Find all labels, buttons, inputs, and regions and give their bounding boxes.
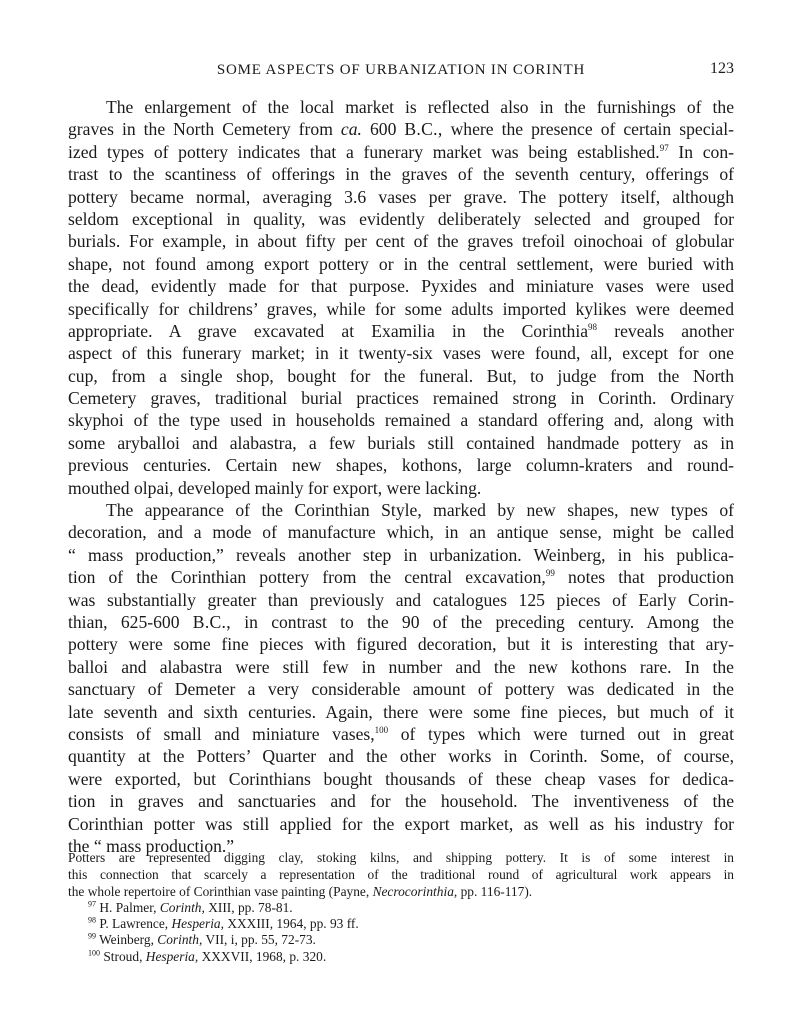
text-line: sanctuary of Demeter a very considerable amount of pottery was dedicated in the xyxy=(68,679,734,700)
text-line: tion of the Corinthian pottery from the central excavation,$^{99}$ notes that production xyxy=(68,567,734,588)
text-line: thian, 625-600 B.C., in contrast to the 90 of the preceding century. Among the xyxy=(68,611,734,632)
text-line: quantity at the Potters’ Quarter and the other works in Corinth. Some, of course, xyxy=(68,746,734,767)
era-abbreviation: B.C., xyxy=(192,611,231,632)
footnote-97: $^{97}$ H. Palmer, Corinth, XIII, pp. 78-81. xyxy=(88,899,293,915)
paragraph xyxy=(68,96,734,499)
text-line: The appearance of the Corinthian Style, marked by new shapes, new types of xyxy=(106,500,734,521)
text-line: ized types of pottery indicates that a funerary market was being established.$^{97}$ In con- xyxy=(68,141,734,162)
text-line: aspect of this funerary market; in it twenty-six vases were found, all, except for one xyxy=(68,343,734,364)
footnote-ref: 98 xyxy=(588,322,598,333)
footnote-continuation xyxy=(68,849,734,900)
text-line: specifically for childrens’ graves, while for some adults imported kylikes were deemed xyxy=(68,298,734,319)
text-line: Corinthian potter was still applied for the export market, as well as his industry for xyxy=(68,813,734,834)
era-abbreviation: B.C., xyxy=(404,119,443,140)
text-line: appropriate. A grave excavated at Examilia in the Corinthia$^{98}$ reveals another xyxy=(68,320,734,341)
italic-title: Necrocorinthia, xyxy=(372,884,458,899)
text-line: trast to the scantiness of offerings in the graves of the seventh century, offerings of xyxy=(68,164,734,185)
footnote-ref: 100 xyxy=(374,725,389,736)
footnote-line: this connection that scarcely a representation of the traditional round of agricultural work appears in xyxy=(68,867,734,882)
text-line: pottery were some fine pieces with figured decoration, but it is interesting that ary- xyxy=(68,634,734,655)
text-line: burials. For example, in about fifty per cent of the graves trefoil oinochoai of globular xyxy=(68,231,734,252)
text-line: “ mass production,” reveals another step in urbanization. Weinberg, in his publica- xyxy=(68,544,734,565)
text-line: the “ mass production.” xyxy=(68,835,235,856)
text-line: tion in graves and sanctuaries and for the household. The inventiveness of the xyxy=(68,791,734,812)
text-line: some aryballoi and alabastra, a few burials still contained handmade pottery as in xyxy=(68,432,734,453)
page-number: 123 xyxy=(710,60,734,77)
footnote-number: 98 xyxy=(88,915,96,925)
italic-title: Corinth, xyxy=(157,932,203,948)
footnote-ref: 99 xyxy=(545,568,555,579)
text-line: cup, from a single shop, bought for the funeral. But, to judge from the North xyxy=(68,365,734,386)
italic-term: ca. xyxy=(340,119,362,140)
footnote-line: the whole repertoire of Corinthian vase painting (Payne, Necrocorinthia, pp. 116-117). xyxy=(68,884,533,899)
page-header xyxy=(68,60,734,82)
text-line: pottery became normal, averaging 3.6 vases per grave. The pottery itself, although xyxy=(68,186,734,207)
footnote-line: Potters are represented digging clay, stoking kilns, and shipping pottery. It is of some interest in xyxy=(68,850,734,865)
text-line: Cemetery graves, traditional burial practices remained strong in Corinth. Ordinary xyxy=(68,388,734,409)
text-line: skyphoi of the type used in households remained a standard offering and, along with xyxy=(68,410,734,431)
paragraph xyxy=(68,499,734,857)
text-line: were exported, but Corinthians bought thousands of these cheap vases for dedica- xyxy=(68,768,734,789)
footnote-ref: 97 xyxy=(659,142,669,153)
footnote-number: 100 xyxy=(88,948,100,958)
running-head: SOME ASPECTS OF URBANIZATION IN CORINTH xyxy=(216,62,586,78)
footnote-100: $^{100}$ Stroud, Hesperia, XXXVII, 1968, p. 320. xyxy=(88,948,327,964)
italic-title: Hesperia, xyxy=(171,916,224,932)
footnote-number: 99 xyxy=(88,931,96,941)
main-text xyxy=(68,96,734,857)
text-line: the dead, evidently made for that purpose. Pyxides and miniature vases were used xyxy=(68,276,734,297)
text-line: consists of small and miniature vases,$^{100}$ of types which were turned out in great xyxy=(68,723,734,744)
text-line: was substantially greater than previously and catalogues 125 pieces of Early Corin- xyxy=(68,589,734,610)
italic-title: Hesperia, xyxy=(145,948,199,964)
text-line: shape, not found among export pottery or in the central settlement, were buried with xyxy=(68,253,734,274)
footnotes-section xyxy=(68,849,734,965)
footnote-99: $^{99}$ Weinberg, Corinth, VII, i, pp. 55, 72-73. xyxy=(88,931,316,948)
text-line: seldom exceptional in quality, was evidently deliberately selected and grouped for xyxy=(68,208,734,229)
text-line: balloi and alabastra were still few in number and the new kothons rare. In the xyxy=(68,656,734,677)
text-line: previous centuries. Certain new shapes, kothons, large column-kraters and round- xyxy=(68,455,734,476)
footnote-number: 97 xyxy=(88,899,96,909)
text-line: mouthed olpai, developed mainly for export, were lacking. xyxy=(68,477,482,498)
text-line: graves in the North Cemetery from ca. 600 B.C., where the presence of certain special- xyxy=(68,119,734,140)
italic-title: Corinth, xyxy=(159,900,205,915)
text-line: The enlargement of the local market is reflected also in the furnishings of the xyxy=(106,97,734,117)
text-line: late seventh and sixth centuries. Again, there were some fine pieces, but much of it xyxy=(68,701,734,722)
footnote-98: $^{98}$ P. Lawrence, Hesperia, XXXIII, 1964, pp. 93 ff. xyxy=(88,915,359,932)
text-line: decoration, and a mode of manufacture which, in an antique sense, might be called xyxy=(68,522,734,543)
